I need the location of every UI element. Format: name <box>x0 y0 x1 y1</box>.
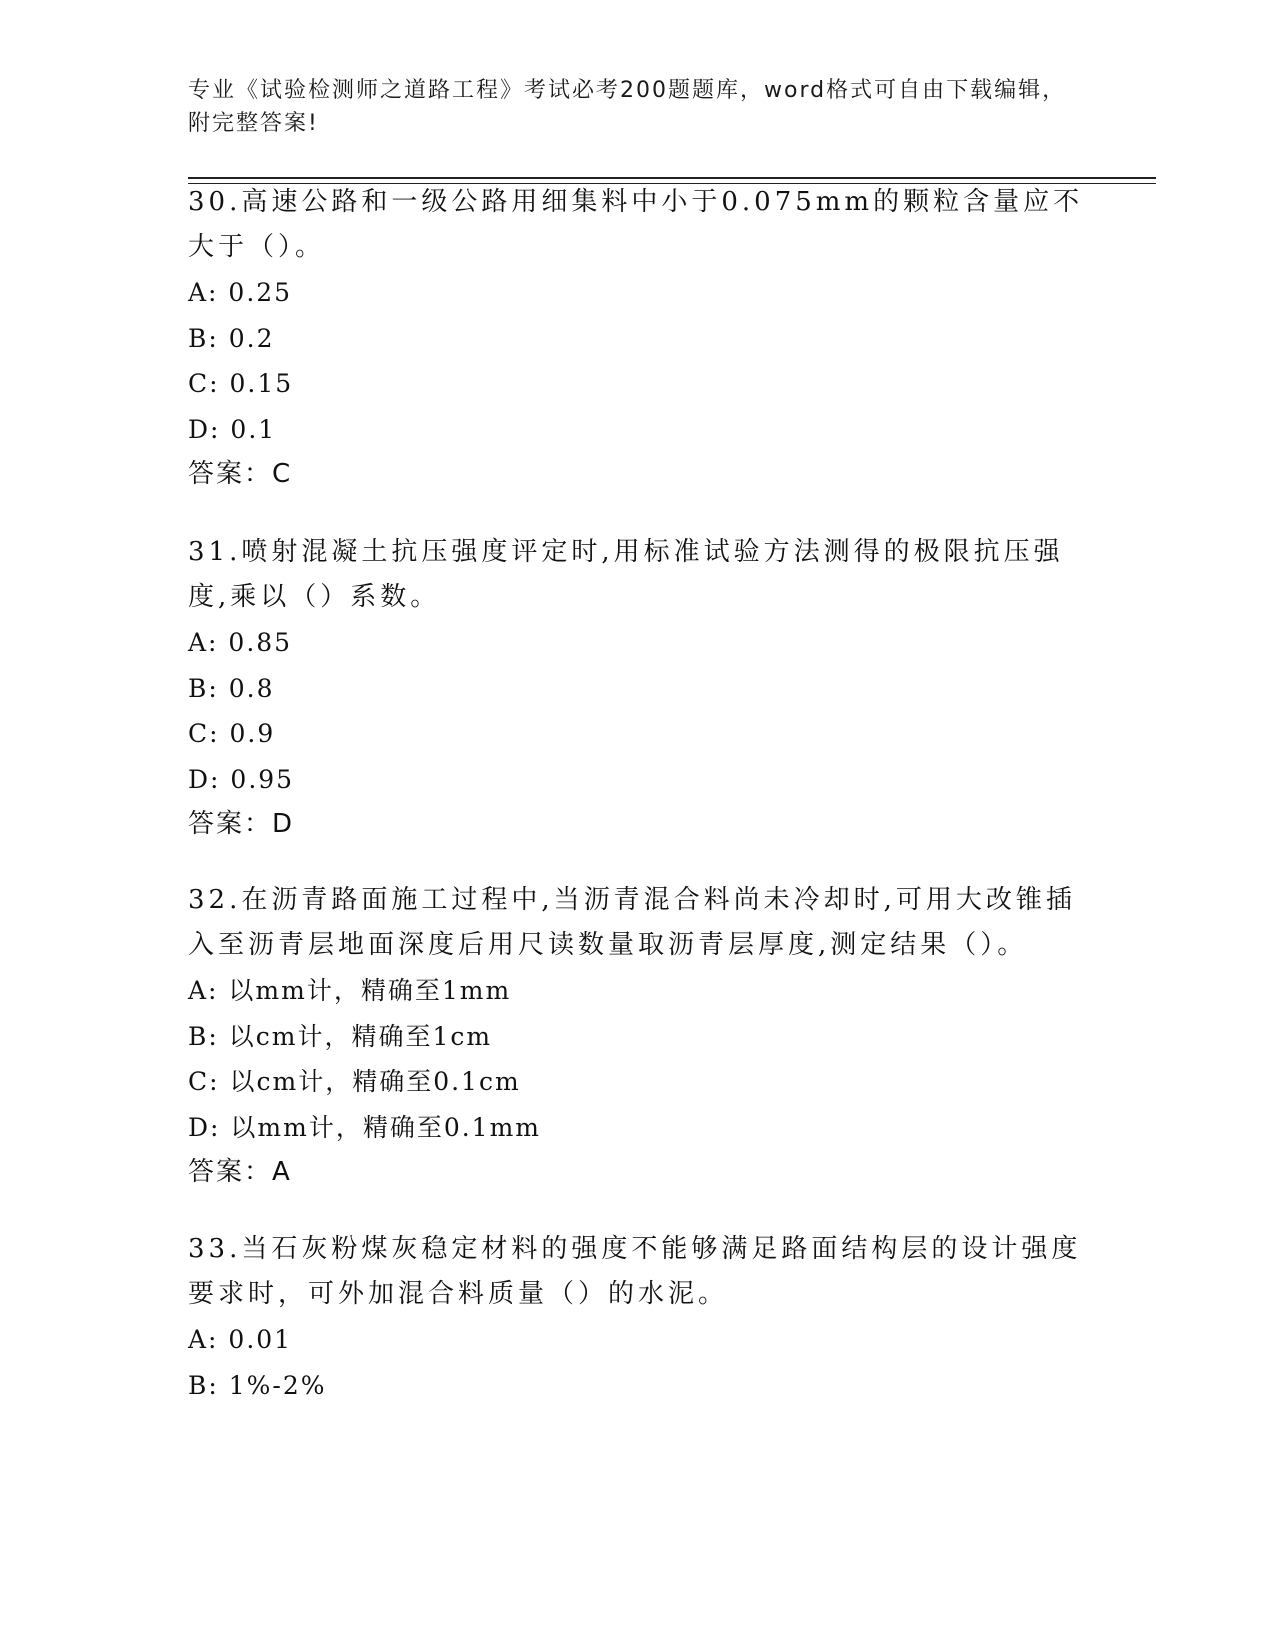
header-divider-thick <box>188 177 1156 179</box>
answer: 答案：D <box>188 809 295 839</box>
option-c: C: 以cm计，精确至0.1cm <box>188 1067 521 1096</box>
document-header: 专业《试验检测师之道路工程》考试必考200题题库，word格式可自由下载编辑，附完整答案! <box>188 78 1067 136</box>
option-d: D: 以mm计，精确至0.1mm <box>188 1112 541 1142</box>
option-b: B: 以cm计，精确至1cm <box>188 1021 493 1051</box>
option-d: D: 0.1 <box>188 414 277 444</box>
question-30 <box>188 180 1088 497</box>
question-32 <box>188 878 1088 1195</box>
option-d: D: 0.95 <box>188 764 295 794</box>
option-a: A: 0.01 <box>188 1325 293 1354</box>
option-a: A: 0.85 <box>188 628 293 657</box>
option-a: A: 0.25 <box>188 278 293 307</box>
question-text: 31.喷射混凝土抗压强度评定时,用标准试验方法测得的极限抗压强度,乘以（）系数。 <box>188 537 1064 612</box>
question-text: 32.在沥青路面施工过程中,当沥青混合料尚未冷却时,可用大改锥插入至沥青层地面深度后用尺读数量取沥青层厚度,测定结果（）。 <box>188 885 1076 960</box>
option-b: B: 1%-2% <box>188 1370 327 1400</box>
option-b: B: 0.2 <box>188 323 275 353</box>
question-33 <box>188 1227 1088 1408</box>
answer: 答案：C <box>188 459 293 489</box>
option-c: C: 0.9 <box>188 719 276 748</box>
question-text: 30.高速公路和一级公路用细集料中小于0.075mm的颗粒含量应不大于（）。 <box>188 187 1084 262</box>
option-a: A: 以mm计，精确至1mm <box>188 976 512 1005</box>
option-b: B: 0.8 <box>188 673 275 703</box>
question-text: 33.当石灰粉煤灰稳定材料的强度不能够满足路面结构层的设计强度要求时，可外加混合料质量（）的水泥。 <box>188 1234 1082 1309</box>
option-c: C: 0.15 <box>188 369 294 398</box>
question-31 <box>188 530 1088 847</box>
answer: 答案：A <box>188 1157 292 1187</box>
